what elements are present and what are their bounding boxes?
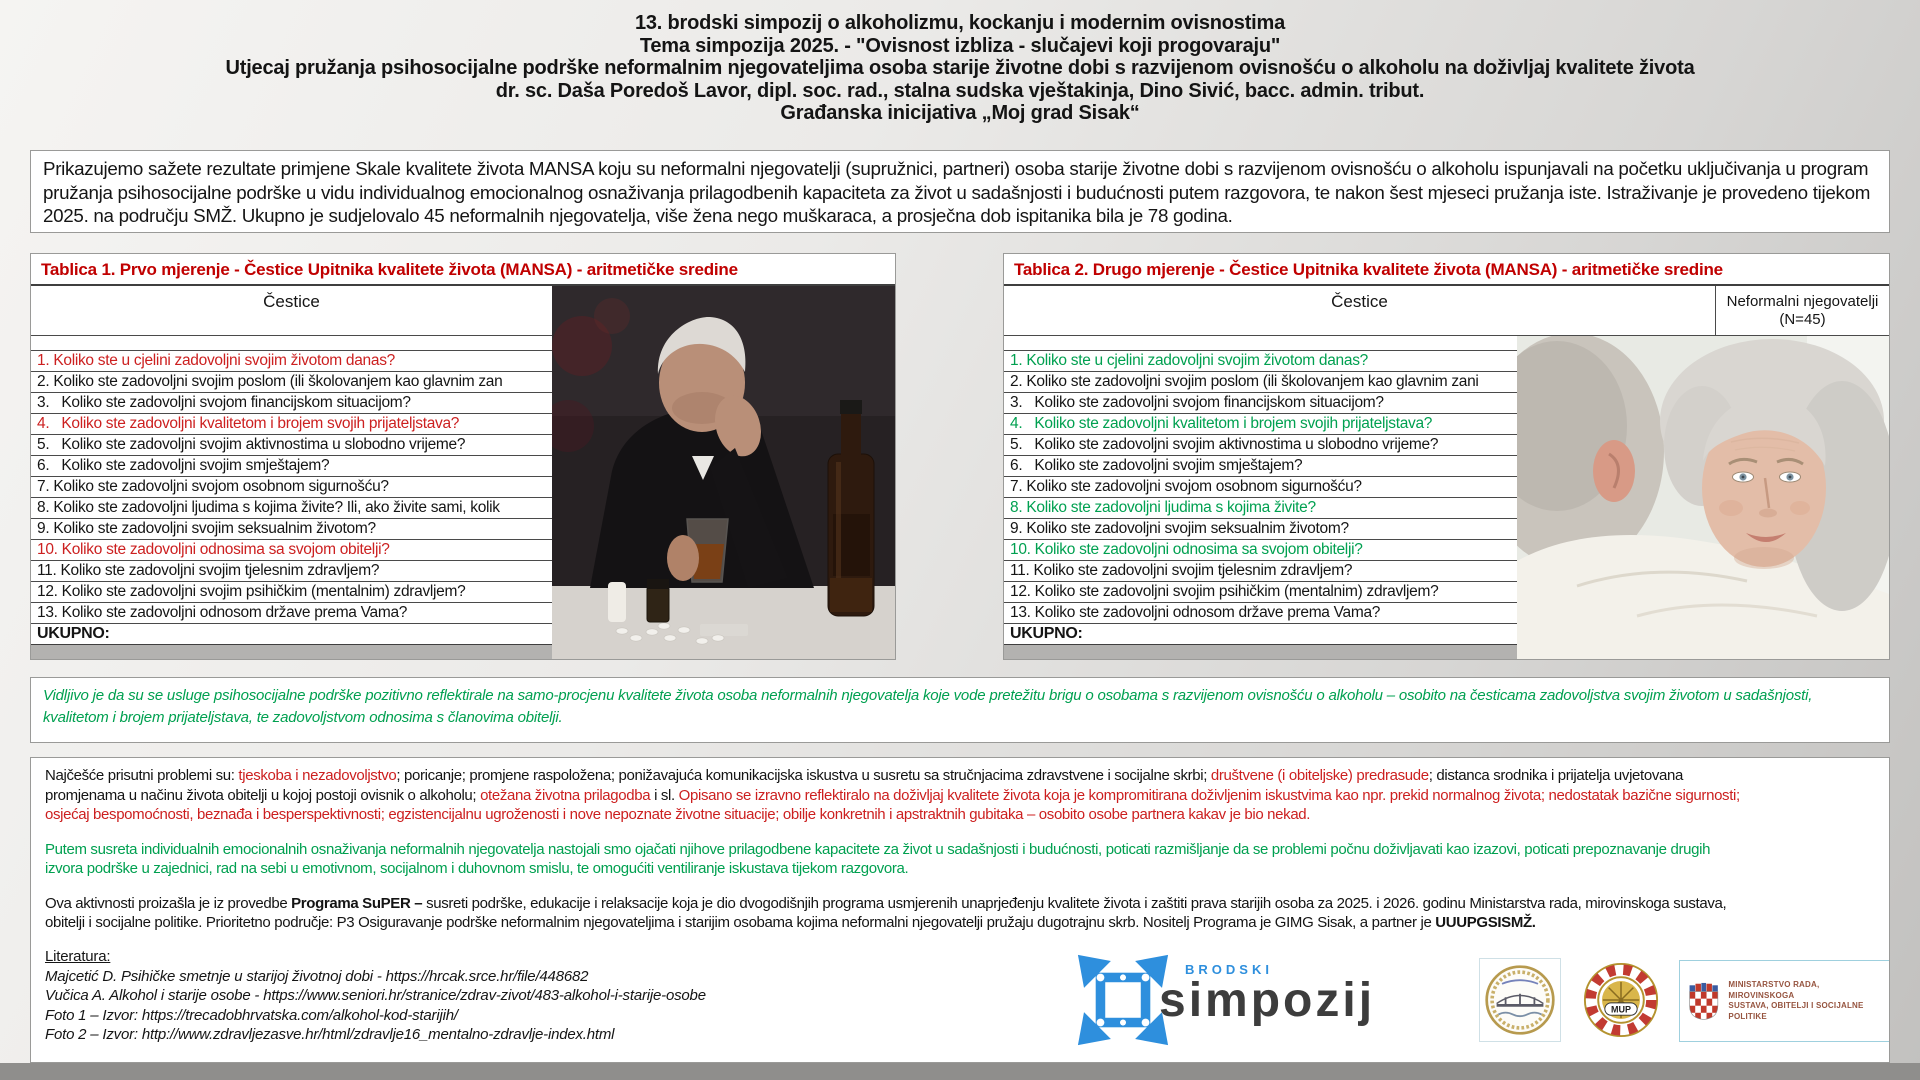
logo-mup bbox=[1579, 958, 1663, 1042]
croatian-coat-of-arms-icon bbox=[1688, 978, 1719, 1024]
paragraph-segment: Ova aktivnosti proizašla je iz provedbe bbox=[45, 894, 292, 912]
conclusion-text: Vidljivo je da su se usluge psihosocijalne podrške pozitivno reflektirale na samo-procjenu kvalitete života osoba neformalnih njegovatelja koje vode pretežitu brigu o osobama s razvijenom ovisnošću o alkoholu – osobito na česticama zadovoljstva svojim životom u sadašnjosti, kvalitetom i brojem prijateljstava, te zadovoljstvom odnosima s članovima obitelji. bbox=[43, 687, 1813, 726]
literature-line: Foto 1 – Izvor: https://trecadobhrvatska.com/alkohol-kod-starijih/ bbox=[45, 1006, 458, 1024]
paragraph bbox=[45, 840, 1745, 879]
table-total-row: UKUPNO: bbox=[31, 624, 895, 646]
table-row: 6. Koliko ste zadovoljni svojim smještajem? bbox=[1004, 456, 1889, 477]
mup-text: MUP bbox=[1610, 1004, 1632, 1015]
slide-title-line: dr. sc. Daša Poredoš Lavor, dipl. soc. rad., stalna sudska vještakinja, Dino Sivić, bacc. admin. tribut. bbox=[495, 79, 1425, 102]
literature-line: Vučica A. Alkohol i starije osobe - https://www.seniori.hr/stranice/zdrav-zivot/483-alkohol-i-starije-osobe bbox=[45, 987, 706, 1004]
paragraph-segment: susreti podrške, edukacije i relaksacije koja je dio dvogodišnjih programa usmjerenih unaprjeđenju kvalitete života i zaštiti prava starijih osoba za 2025. i 2026. godinu Ministarstva rada, mirovinskoga sustava, obitelji i socijalne politike. Prioritetno područje: P3 Osiguravanje podrške neformalnim njegovateljima i starijim osobama kojima neformalni njegovatelji pružaju dugotrajnu skrb. Nositelj Programa je GIMG Sisak, a partner je bbox=[45, 894, 1727, 931]
slide-title-line: 13. brodski simpozij o alkoholizmu, kockanju i modernim ovisnostima bbox=[634, 12, 1286, 34]
table-2-title: Tablica 2. Drugo mjerenje - Čestice Upitnika kvalitete života (MANSA) - aritmetičke sredine bbox=[1014, 260, 1723, 279]
table-2 bbox=[1004, 284, 1889, 659]
bottom-box bbox=[30, 757, 1890, 1063]
literature-line: Majcetić D. Psihičke smetnje u starijoj životnoj dobi - https://hrcak.srce.hr/file/448682 bbox=[45, 967, 589, 985]
table-row: 1. Koliko ste u cjelini zadovoljni svojim životom danas? bbox=[31, 351, 895, 372]
table-row: 7. Koliko ste zadovoljni svojom osobnom sigurnošću? bbox=[1004, 477, 1889, 498]
table-row: 4. Koliko ste zadovoljni kvalitetom i brojem svojih prijateljstava? bbox=[1004, 414, 1889, 435]
logo-text-simpozij: simpozij bbox=[1159, 974, 1376, 1027]
ministry-text-line1: MINISTARSTVO RADA, MIROVINSKOGA bbox=[1728, 980, 1820, 1000]
table-row: 3. Koliko ste zadovoljni svojom financijskom situacijom? bbox=[31, 393, 895, 414]
table-row: 7. Koliko ste zadovoljni svojom osobnom sigurnošću? bbox=[31, 477, 895, 498]
table-row: 8. Koliko ste zadovoljni ljudima s kojima živite? bbox=[1004, 498, 1889, 519]
paragraph-segment: otežana životna prilagodba bbox=[480, 786, 651, 804]
slide-title-line: Tema simpozija 2025. - "Ovisnost izbliza - slučajevi koji progovaraju" bbox=[639, 34, 1281, 57]
table-2-col-cestice: Čestice bbox=[1004, 286, 1716, 335]
paragraph-segment: ; poricanje; promjene raspoložena; ponižavajuća komunikacijska iskustva u susretu sa stručnjacima zdravstvene i socijalne skrbi; bbox=[396, 767, 1211, 784]
table-row: 13. Koliko ste zadovoljni odnosom države prema Vama? bbox=[31, 603, 895, 624]
table-row: 8. Koliko ste zadovoljni ljudima s kojima živite? Ili, ako živite sami, kolik bbox=[31, 498, 895, 519]
table-row: 11. Koliko ste zadovoljni svojim tjelesnim zdravljem? bbox=[1004, 561, 1889, 582]
paragraph-segment: UUUPGSISMŽ. bbox=[1435, 914, 1536, 931]
table-1-col-cestice: Čestice bbox=[263, 292, 320, 311]
table-row: 2. Koliko ste zadovoljni svojim poslom (ili školovanjem kao glavnim zan bbox=[31, 372, 895, 393]
table-row: 1. Koliko ste u cjelini zadovoljni svojim životom danas? bbox=[1004, 351, 1889, 372]
table-row: 4. Koliko ste zadovoljni kvalitetom i brojem svojih prijateljstava? bbox=[31, 414, 895, 435]
table-row: 6. Koliko ste zadovoljni svojim smještajem? bbox=[31, 456, 895, 477]
table-row: 11. Koliko ste zadovoljni svojim tjelesnim zdravljem? bbox=[31, 561, 895, 582]
table-row: 9. Koliko ste zadovoljni svojim seksualnim životom? bbox=[31, 519, 895, 540]
table-1-title: Tablica 1. Prvo mjerenje - Čestice Upitnika kvalitete života (MANSA) - aritmetičke sredine bbox=[41, 260, 738, 279]
slide-bottom-band bbox=[0, 1063, 1920, 1080]
logo-ministry bbox=[1679, 960, 1890, 1042]
table-row: 5. Koliko ste zadovoljni svojim aktivnostima u slobodno vrijeme? bbox=[31, 435, 895, 456]
table-1-card bbox=[30, 253, 896, 660]
paragraph-segment: Opisano se izravno reflektiralo na doživljaj kvalitete života koja je kompromitirana doživljenim iskustvima kao npr. prekid normalnog života; nedostatak bazične sigurnosti; osjećaj bespomoćnosti, beznađa i besperspektivnosti; egzistencijalnu ugroženosti i nove nepoznate životne situacije; obilje konkretnih i apstraktnih gubitaka – osobito osobe partnera kakav je bio nekad. bbox=[45, 786, 1740, 823]
table-row: 10. Koliko ste zadovoljni odnosima sa svojom obitelji? bbox=[1004, 540, 1889, 561]
table-row: 9. Koliko ste zadovoljni svojim seksualnim životom? bbox=[1004, 519, 1889, 540]
discussion-paragraphs bbox=[45, 766, 1875, 933]
table-row: 12. Koliko ste zadovoljni svojim psihičkim (mentalnim) zdravljem? bbox=[31, 582, 895, 603]
table-row: 13. Koliko ste zadovoljni odnosom države prema Vama? bbox=[1004, 603, 1889, 624]
paragraph-segment: društvene (i obiteljske) predrasude bbox=[1210, 767, 1429, 784]
logo-text-brodski: BRODSKI bbox=[1185, 962, 1273, 977]
conclusion-box bbox=[30, 677, 1890, 743]
table-2-col-njegovatelji: Neformalni njegovatelji (N=45) bbox=[1726, 292, 1879, 328]
paragraph-segment: tjeskoba i nezadovoljstvo bbox=[238, 767, 397, 784]
paragraph-segment: Putem susreta individualnih emocionalnih osnaživanja neformalnih njegovatelja nastojali smo ojačati njihove prilagodbene kapacitete za život u sadašnjosti i budućnosti, poticati razmišljanje da se problemi počnu doživljavati kao izazovi, poticati prepoznavanje drugih izvora podrške u zajednici, rad na sebi u emotivnom, socijalnom i duhovnom smislu, te omogućiti ventiliranje iskustava tijekom razgovora. bbox=[45, 840, 1711, 877]
photo-elderly-woman-caregiver bbox=[1517, 336, 1889, 660]
intro-text: Prikazujemo sažete rezultate primjene Skale kvalitete života MANSA koju su neformalni njegovatelji (supružnici, partneri) osoba starije životne dobi s razvijenom ovisnošću o alkoholu ispunjavali na početku uključivanja u program pružanja psihosocijalne podrške u vidu individualnog emocionalnog osnaživanja prilagodbenih kapaciteta za život u sadašnjosti i budućnosti putem razgovora, te nakon šest mjeseci pružanja iste. Istraživanje je provedeno tijekom 2025. na području SMŽ. Ukupno je sudjelovalo 45 neformalnih njegovatelja, više žena nego muškaraca, a prosječna dob ispitanika bila je 78 godina. bbox=[43, 158, 1871, 226]
table-1 bbox=[31, 284, 895, 659]
intro-box bbox=[30, 150, 1890, 233]
paragraph-segment: Programa SuPER – bbox=[291, 894, 423, 912]
table-2-header bbox=[1004, 286, 1889, 336]
slide-title-line: Građanska inicijativa „Moj grad Sisak“ bbox=[780, 102, 1140, 124]
table-row: 3. Koliko ste zadovoljni svojom financijskom situacijom? bbox=[1004, 393, 1889, 414]
paragraph-segment: i sl. bbox=[650, 786, 679, 804]
logo-brodski-simpozij bbox=[1071, 948, 1375, 1052]
table-total-row: UKUPNO: bbox=[1004, 624, 1889, 646]
table-2-card bbox=[1003, 253, 1890, 660]
ministry-text-line2: SUSTAVA, OBITELJI I SOCIJALNE POLITIKE bbox=[1728, 1001, 1864, 1021]
table-row: 5. Koliko ste zadovoljni svojim aktivnostima u slobodno vrijeme? bbox=[1004, 435, 1889, 456]
logo-moj-grad-sisak bbox=[1479, 958, 1561, 1042]
literature-line: Foto 2 – Izvor: http://www.zdravljezasve.hr/html/zdravlje16_mentalno-zdravlje-index.html bbox=[45, 1026, 615, 1043]
slide-header bbox=[0, 12, 1920, 125]
bridge-emblem-icon bbox=[1484, 964, 1556, 1036]
paragraph bbox=[45, 766, 1745, 825]
table-row: 12. Koliko ste zadovoljni svojim psihičkim (mentalnim) zdravljem? bbox=[1004, 582, 1889, 603]
mup-emblem-icon bbox=[1583, 962, 1659, 1038]
paragraph bbox=[45, 894, 1745, 933]
table-row: 10. Koliko ste zadovoljni odnosima sa svojom obitelji? bbox=[31, 540, 895, 561]
paragraph-segment: ; distanca srodnika i prijatelja uvjetovana promjenama u načinu života obitelji u kojoj postoji ovisnik o alkoholu; bbox=[45, 767, 1683, 804]
literature-label: Literatura: bbox=[45, 947, 111, 965]
photo-elderly-man-drinking bbox=[552, 286, 895, 660]
table-row: 2. Koliko ste zadovoljni svojim poslom (ili školovanjem kao glavnim zani bbox=[1004, 372, 1889, 393]
paragraph-segment: Najčešće prisutni problemi su: bbox=[45, 767, 239, 784]
slide-title-line: Utjecaj pružanja psihosocijalne podrške neformalnim njegovateljima osoba starije životne dobi s razvijenom ovisnošću o alkoholu na doživljaj kvalitete života bbox=[225, 57, 1695, 79]
